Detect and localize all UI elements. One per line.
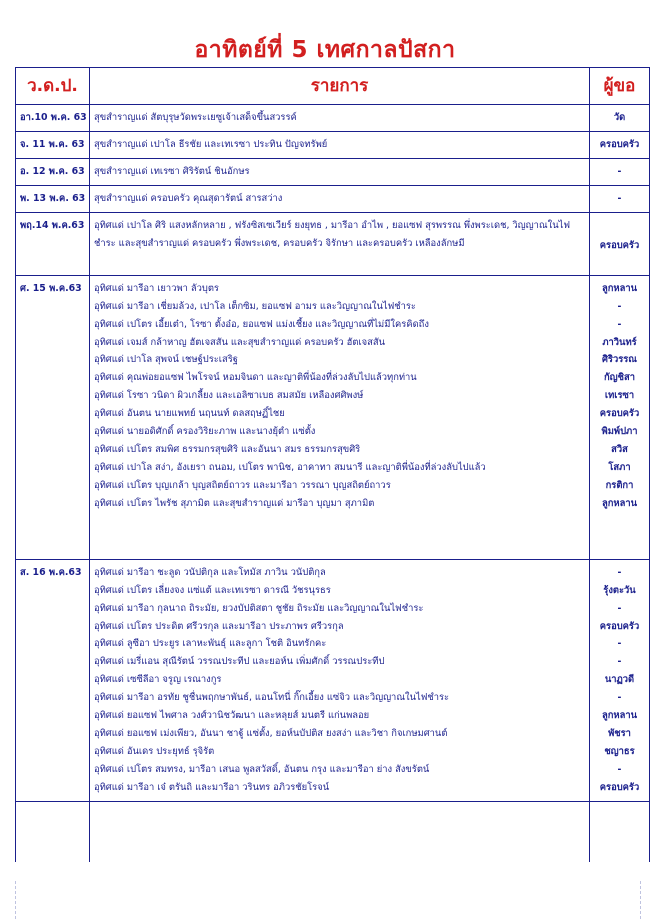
page-title: อาทิตย์ที่ 5 เทศกาลปัสกา [194,37,456,63]
requester-line: ครอบครัว [599,781,640,793]
row-items [90,159,590,186]
requester-line: ภาวินทร์ [602,336,637,348]
requester-line: ศิริวรรณ [601,354,638,366]
intention-line: อุทิศแด่ ยอแซฟ ไพศาล วงศ์วานิชวัฒนา และหลุยส์ มนตรี แก่นพลอย [94,710,370,722]
requester-line: ครอบครัว [599,139,640,150]
requester-line: วัด [613,112,626,123]
requester-line: - [617,318,622,330]
intention-line: สุขสำราญแด่ ครอบครัว คุณสุดารัตน์ สารสว่าง [94,192,283,204]
intention-line: อุทิศแด่ เมรี่แอน สุณีรัตน์ วรรณประทีป และยอห์น เพิ่มศักดิ์ วรรณประทีป [94,656,385,668]
table-row [16,105,650,132]
requester-line: เทเรซา [604,390,635,402]
requester-line: นาฏวดี [604,674,635,686]
intention-line: อุทิศแด่ เปาโล ศิริ แสงหลักหลาย , ฟรังซิสเซเวียร์ ยงยุทธ , มารีอา อำไพ , ยอแซฟ สุรพรรณ พึ่งพระเดช, วิญญาณในไฟชำระ และสุขสำราญแด่ ครอบครัว พึ่งพระเดช, ครอบครัว จิรักษา และครอบครัว เหลืองลักษมี [94,219,570,249]
intention-line: สุขสำราญแด่ เปาโล ธีรชัย และเทเรซา ประทิน ปัญจทรัพย์ [94,139,328,150]
requester-line: - [617,300,622,312]
intention-line: อุทิศแด่ ยอแซฟ เม่งเพียว, อันนา ชาฐู้ แซ่ตั้ง, ยอห์นบัปติส ยงสง่า และวิชา กิจเกษมศานต์ [94,727,448,739]
row-date: พ. 13 พ.ค. 63 [16,185,90,212]
empty-table-continuation [15,881,641,919]
requester-line: - [617,763,622,775]
header-date: ว.ด.ป. [16,68,90,105]
row-items [90,559,590,801]
intention-line: สุขสำราญแด่ สัตบุรุษวัดพระเยซูเจ้าเสด็จขึ้นสวรรค์ [94,112,297,123]
requester-line: ชญาธร [604,745,635,757]
intention-line: อุทิศแด่ มารีอา ชะลูด วนัปติกุล และโทมัส ภาวิน วนัปติกุล [94,566,326,578]
row-date: พฤ.14 พ.ค.63 [16,212,90,275]
intention-line: อุทิศแด่ เปโตร ไพรัช สุภามิต และสุขสำราญแด่ มารีอา บุญมา สุภามิต [94,497,375,509]
table-row [16,185,650,212]
empty-cell [90,801,590,862]
header-items: รายการ [90,68,590,105]
intention-line: อุทิศแด่ มารีอา เจ๋ ตรันถิ และมารีอา วรินทร อภิวรชัยโรจน์ [94,781,330,793]
requester-line: สวิส [611,443,628,455]
empty-cell [16,801,90,862]
intention-line: อุทิศแด่ โรซา วนิดา ผิวเกลี้ยง และเอลิซาเบธ สมสมัย เหลืองศศิพงษ์ [94,390,364,402]
intention-line: อุทิศแด่ เปโตร เลี่ยงจง แซ่แต้ และเทเรซา ดารณี วัชรนุรธร [94,584,331,596]
mass-intentions-table [15,67,650,862]
row-items [90,132,590,159]
empty-cell [590,801,650,862]
requester-line: - [617,566,622,578]
intention-line: อุทิศแด่ เปโตร สมพิศ ธรรมกรสุขศิริ และอันนา สมร ธรรมกรสุขศิริ [94,443,361,455]
intention-line: อุทิศแด่ มารีอา เยาวพา ลัวบุตร [94,282,219,294]
requester-line: - [617,638,622,650]
row-requesters [590,105,650,132]
table-row [16,159,650,186]
intention-line: อุทิศแด่ เจมส์ กล้าหาญ ฮัตเจสสัน และสุขสำราญแด่ ครอบครัว ฮัตเจสสัน [94,336,386,348]
header-requester: ผู้ขอ [590,68,650,105]
intention-line: อุทิศแด่ เปโตร ประดิต ศรีวรกุล และมารีอา ประภาพร ศรีวรกุล [94,620,344,632]
intention-line: อุทิศแด่ มารีอา เชี่ยมล้วง, เปาโล เต็กซิม, ยอแซฟ อามร และวิญญาณในไฟชำระ [94,300,416,312]
row-requesters [590,275,650,559]
intention-line: อุทิศแด่ มารีอา อรทัย ชูชื่นพฤกษาพันธ์, แอนโทนี่ กิ๊กเอี้ยง แซ่จิว และวิญญาณในไฟชำระ [94,692,450,704]
intention-line: อุทิศแด่ เปาโล สง่า, อังเยรา ถนอม, เปโตร พานิช, อาคาทา สมนารี และญาติพี่น้องที่ล่วงลับไปแล้ว [94,461,486,473]
requester-line: พิมพ์ปภา [601,426,638,438]
table-row [16,132,650,159]
intention-line: อุทิศแด่ อันตน นายแพทย์ นฤนนท์ ดลสฤษฏิ์ไชย [94,408,285,420]
row-date: จ. 11 พ.ค. 63 [16,132,90,159]
intention-line: อุทิศแด่ อันเดร ประยุทธ์ รุจิรัต [94,745,215,757]
intention-line: อุทิศแด่ เปโตร สมทรง, มารีอา เสนอ พูลสวัสดิ์, อันตน กรุง และมารีอา ย่าง สังขรัตน์ [94,763,430,775]
intention-line: อุทิศแด่ เปาโล สุพจน์ เชษฐ์ประเสริฐ [94,354,238,366]
intention-line: อุทิศแด่ เซซีลีอา จรูญ เรณางกูร [94,674,222,686]
row-requesters [590,185,650,212]
row-items [90,105,590,132]
requester-line: ครอบครัว [599,408,640,420]
requester-line: พัชรา [608,727,631,739]
requester-line: - [617,166,622,177]
requester-line: กรติกา [605,479,634,491]
intention-line: อุทิศแด่ นายอดิศักดิ์ ครองวิริยะภาพ และนางยุ้ตำ แซ่ตั้ง [94,426,316,438]
intention-line: อุทิศแด่ เปโตร เอี้ยเต๋า, โรซา ตั้งอ๋อ, ยอแซฟ แม่งเชี้ยง และวิญญาณที่ไม่มีใครคิดถึง [94,318,429,330]
table-row [16,212,650,275]
intention-line: สุขสำราญแด่ เทเรซา ศิริรัตน์ ชินอักษร [94,166,250,177]
row-items [90,185,590,212]
row-items [90,275,590,559]
empty-row [16,801,650,862]
row-date: อ. 12 พ.ค. 63 [16,159,90,186]
requester-line: กัญชิสา [603,372,635,384]
intention-line: อุทิศแด่ ลูซีอา ประยูร เลาหะพันธุ์ และลูกา โชติ อินทรักคะ [94,638,327,650]
table-row [16,275,650,559]
row-requesters [590,212,650,275]
requester-line: โสภา [608,461,631,473]
intention-line: อุทิศแด่ เปโตร บุญเกล้า บุญสถิตย์ถาวร และมารีอา วรรณา บุญสถิตย์ถาวร [94,479,391,491]
requester-line: - [617,602,622,614]
intention-line: อุทิศแด่ มารีอา กุลนาถ ถิระมัย, ยวงบัปติสตา ชูชัย ถิระมัย และวิญญาณในไฟชำระ [94,602,424,614]
intention-line: อุทิศแด่ คุณพ่อยอแซฟ ไพโรจน์ หอมจินดา และญาติพี่น้องที่ล่วงลับไปแล้วทุกท่าน [94,372,417,384]
row-requesters [590,132,650,159]
requester-line: - [617,192,622,204]
row-date: ศ. 15 พ.ค.63 [16,275,90,559]
row-date: อา.10 พ.ค. 63 [16,105,90,132]
requester-line: ลูกหลาน [601,710,638,722]
requester-line: - [617,656,622,668]
row-requesters [590,559,650,801]
requester-line: ลูกหลาน [601,497,638,509]
table-row [16,559,650,801]
row-items [90,212,590,275]
row-requesters [590,159,650,186]
row-date: ส. 16 พ.ค.63 [16,559,90,801]
requester-line: ครอบครัว [599,620,640,632]
table-header-row [16,68,650,105]
requester-line: ครอบครัว [599,239,640,251]
requester-line: รุ้งตะวัน [603,584,636,596]
requester-line: ลูกหลาน [601,282,638,294]
requester-line: - [617,692,622,704]
